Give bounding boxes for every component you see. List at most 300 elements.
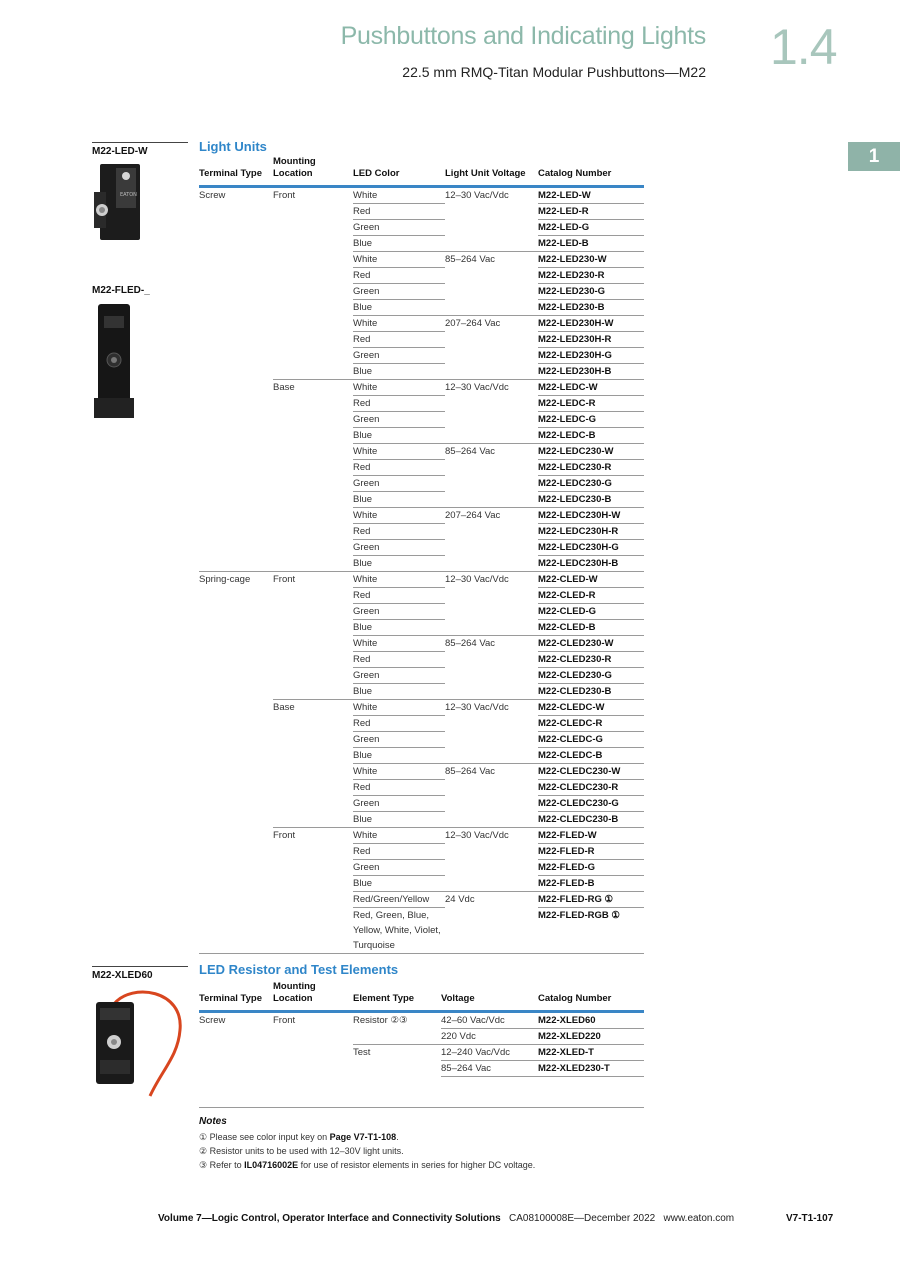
catalog-number-cell: M22-XLED-T: [538, 1045, 644, 1061]
table-row: [199, 844, 644, 860]
voltage-cell: 85–264 Vac: [445, 764, 538, 780]
catalog-number-cell: M22-LEDC-R: [538, 396, 644, 412]
table-row: [199, 764, 644, 780]
led-color-cell: Blue: [353, 492, 445, 508]
note-3-suffix: for use of resistor elements in series for higher DC voltage.: [298, 1160, 536, 1170]
terminal-cell: [199, 364, 273, 380]
voltage-cell: [445, 460, 538, 476]
table-row: [199, 700, 644, 716]
table-row: [199, 812, 644, 828]
footer-page-number: V7-T1-107: [786, 1213, 834, 1224]
table-row: [199, 332, 644, 348]
footer-doc-number: CA08100008E—December 2022: [508, 1213, 656, 1224]
resistor-heading: LED Resistor and Test Elements: [199, 962, 399, 977]
terminal-cell: [199, 636, 273, 652]
terminal-cell: [199, 828, 273, 844]
mounting-cell: [273, 332, 353, 348]
table-row: [199, 412, 644, 428]
mounting-cell: [273, 284, 353, 300]
terminal-cell: [199, 316, 273, 332]
table-row: [199, 492, 644, 508]
terminal-cell: [199, 476, 273, 492]
terminal-cell: [199, 556, 273, 572]
led-color-cell: Green: [353, 732, 445, 748]
mounting-cell: [273, 236, 353, 252]
terminal-cell: [199, 300, 273, 316]
led-color-cell: Red, Green, Blue, Yellow, White, Violet, Turquoise: [353, 908, 445, 954]
voltage-cell: [445, 284, 538, 300]
mounting-cell: [273, 508, 353, 524]
mounting-cell: Front: [273, 828, 353, 844]
table-row: [199, 396, 644, 412]
terminal-cell: [199, 892, 273, 908]
catalog-number-cell: M22-CLEDC230-B: [538, 812, 644, 828]
voltage-cell: [445, 556, 538, 572]
svg-text:EATON: EATON: [120, 192, 137, 198]
table-row: [199, 908, 644, 954]
element-type-cell: Test: [353, 1045, 441, 1061]
voltage-cell: [445, 524, 538, 540]
catalog-number-cell: M22-CLED230-G: [538, 668, 644, 684]
footer-info: [158, 1213, 734, 1224]
table-row: [199, 1029, 644, 1045]
led-color-cell: Green: [353, 284, 445, 300]
catalog-number-cell: M22-FLED-W: [538, 828, 644, 844]
table-row: [199, 780, 644, 796]
catalog-number-cell: M22-LED230H-W: [538, 316, 644, 332]
terminal-cell: [199, 588, 273, 604]
mounting-cell: [273, 684, 353, 700]
mounting-cell: [273, 844, 353, 860]
catalog-number-cell: M22-LEDC230-B: [538, 492, 644, 508]
mounting-cell: [273, 252, 353, 268]
mounting-cell: [273, 812, 353, 828]
catalog-number-cell: M22-LED230H-B: [538, 364, 644, 380]
light-units-heading: Light Units: [199, 139, 267, 154]
voltage-cell: [445, 732, 538, 748]
catalog-number-cell: M22-CLEDC-B: [538, 748, 644, 764]
catalog-number-cell: M22-LEDC230-W: [538, 444, 644, 460]
catalog-number-cell: M22-LED-G: [538, 220, 644, 236]
mounting-cell: [273, 780, 353, 796]
mounting-cell: [273, 796, 353, 812]
terminal-cell: [199, 332, 273, 348]
table-row: [199, 540, 644, 556]
catalog-number-cell: M22-LED230-B: [538, 300, 644, 316]
table-row: [199, 620, 644, 636]
mounting-cell: [273, 556, 353, 572]
catalog-number-cell: M22-LED230-R: [538, 268, 644, 284]
led-color-cell: Green: [353, 220, 445, 236]
footer-volume: Volume 7—Logic Control, Operator Interface and Connectivity Solutions: [158, 1213, 501, 1224]
led-color-cell: Green: [353, 604, 445, 620]
terminal-cell: [199, 844, 273, 860]
terminal-cell: [199, 492, 273, 508]
voltage-cell: [445, 204, 538, 220]
col-terminal-type: Terminal Type: [199, 156, 273, 187]
table-row: [199, 460, 644, 476]
terminal-cell: [199, 1045, 273, 1061]
catalog-number-cell: M22-CLEDC230-R: [538, 780, 644, 796]
table-row: [199, 604, 644, 620]
led-color-cell: Red: [353, 716, 445, 732]
led-color-cell: Blue: [353, 812, 445, 828]
terminal-cell: [199, 412, 273, 428]
table-row: [199, 348, 644, 364]
voltage-cell: [445, 652, 538, 668]
terminal-cell: [199, 1029, 273, 1045]
catalog-number-cell: M22-CLED-G: [538, 604, 644, 620]
terminal-cell: [199, 524, 273, 540]
col-catalog-number: Catalog Number: [538, 981, 644, 1012]
mounting-cell: Front: [273, 1015, 296, 1026]
catalog-number-cell: M22-LED-B: [538, 236, 644, 252]
note-1-text: ① Please see color input key on: [199, 1132, 330, 1142]
catalog-number-cell: M22-LED-W: [538, 190, 591, 201]
mounting-cell: [273, 412, 353, 428]
terminal-cell: [199, 620, 273, 636]
led-color-cell: Blue: [353, 684, 445, 700]
voltage-cell: [445, 268, 538, 284]
table-row: [199, 572, 644, 588]
catalog-number-cell: M22-LEDC-W: [538, 380, 644, 396]
table-row: [199, 316, 644, 332]
table-row: [199, 684, 644, 700]
led-color-cell: Red: [353, 460, 445, 476]
voltage-cell: 42–60 Vac/Vdc: [441, 1015, 505, 1026]
table-row: [199, 187, 644, 204]
voltage-cell: [445, 220, 538, 236]
table-row: [199, 716, 644, 732]
voltage-cell: 12–30 Vac/Vdc: [445, 828, 538, 844]
voltage-cell: 12–240 Vac/Vdc: [441, 1045, 538, 1061]
notes-title: Notes: [199, 1116, 227, 1127]
catalog-number-cell: M22-FLED-RGB ①: [538, 908, 644, 954]
catalog-number-cell: M22-CLEDC-W: [538, 700, 644, 716]
led-color-cell: Red: [353, 844, 445, 860]
section-number: 1.4: [770, 19, 837, 75]
led-color-cell: Green: [353, 796, 445, 812]
table-row: [199, 284, 644, 300]
led-color-cell: Red: [353, 204, 445, 220]
led-color-cell: Red: [353, 332, 445, 348]
table-row: [199, 892, 644, 908]
footer-website[interactable]: www.eaton.com: [663, 1213, 735, 1224]
led-color-cell: Green: [353, 412, 445, 428]
terminal-cell: [199, 668, 273, 684]
voltage-cell: [445, 604, 538, 620]
terminal-cell: [199, 396, 273, 412]
terminal-cell: [199, 444, 273, 460]
mounting-cell: [273, 620, 353, 636]
terminal-cell: [199, 860, 273, 876]
mounting-cell: [273, 220, 353, 236]
terminal-cell: [199, 716, 273, 732]
terminal-cell: [199, 252, 273, 268]
voltage-cell: [445, 588, 538, 604]
led-color-cell: White: [353, 508, 445, 524]
voltage-cell: [445, 876, 538, 892]
table-row: [199, 1061, 644, 1077]
mounting-cell: [273, 268, 353, 284]
led-color-cell: White: [353, 700, 445, 716]
table-row: [199, 860, 644, 876]
catalog-number-cell: M22-FLED-RG ①: [538, 892, 644, 908]
voltage-cell: [445, 364, 538, 380]
mounting-cell: [273, 460, 353, 476]
led-color-cell: White: [353, 636, 445, 652]
element-type-cell: [353, 1029, 441, 1045]
terminal-cell: [199, 876, 273, 892]
terminal-cell: [199, 380, 273, 396]
note-1-suffix: .: [396, 1132, 399, 1142]
terminal-cell: Screw: [199, 1015, 226, 1026]
terminal-cell: [199, 220, 273, 236]
mounting-cell: [273, 668, 353, 684]
note-3-doc-ref[interactable]: IL04716002E: [244, 1160, 299, 1170]
terminal-cell: [199, 284, 273, 300]
table-row: [199, 428, 644, 444]
terminal-cell: [199, 812, 273, 828]
led-color-cell: Red: [353, 588, 445, 604]
voltage-cell: [445, 620, 538, 636]
col-mounting-location: Mounting Location: [273, 981, 353, 1012]
mounting-cell: [273, 652, 353, 668]
catalog-number-cell: M22-CLED-W: [538, 572, 644, 588]
catalog-number-cell: M22-CLED230-W: [538, 636, 644, 652]
table-row: [199, 1045, 644, 1061]
catalog-number-cell: M22-LED230H-R: [538, 332, 644, 348]
table-row: [199, 508, 644, 524]
led-color-cell: White: [353, 764, 445, 780]
voltage-cell: [445, 476, 538, 492]
product-label-led-w: M22-LED-W: [92, 142, 188, 157]
mounting-cell: [273, 588, 353, 604]
catalog-number-cell: M22-CLED-B: [538, 620, 644, 636]
led-unit-image: [94, 162, 146, 242]
terminal-cell: Spring-cage: [199, 572, 273, 588]
terminal-cell: [199, 604, 273, 620]
mounting-cell: [273, 908, 353, 954]
led-color-cell: Red: [353, 268, 445, 284]
terminal-cell: [199, 540, 273, 556]
catalog-number-cell: M22-LED230-W: [538, 252, 644, 268]
catalog-number-cell: M22-CLEDC230-G: [538, 796, 644, 812]
voltage-cell: [445, 796, 538, 812]
table-row: [199, 524, 644, 540]
table-row: [199, 268, 644, 284]
mounting-cell: Base: [273, 700, 353, 716]
led-color-cell: Red: [353, 652, 445, 668]
table-row: [199, 732, 644, 748]
voltage-cell: 85–264 Vac: [445, 252, 538, 268]
voltage-cell: [445, 908, 538, 954]
voltage-cell: [445, 396, 538, 412]
table-row: [199, 876, 644, 892]
led-color-cell: Red: [353, 524, 445, 540]
voltage-cell: [445, 428, 538, 444]
mounting-cell: [273, 444, 353, 460]
mounting-cell: [273, 1061, 353, 1077]
product-label-fled: M22-FLED-_: [92, 285, 150, 296]
voltage-cell: 207–264 Vac: [445, 508, 538, 524]
mounting-cell: Base: [273, 380, 353, 396]
led-color-cell: Red: [353, 780, 445, 796]
terminal-cell: [199, 348, 273, 364]
table-row: [199, 668, 644, 684]
led-color-cell: Blue: [353, 748, 445, 764]
table-row: [199, 380, 644, 396]
voltage-cell: [445, 668, 538, 684]
fled-unit-image: [94, 302, 134, 422]
mounting-cell: [273, 716, 353, 732]
voltage-cell: [445, 780, 538, 796]
note-1: [199, 1132, 399, 1143]
terminal-cell: Screw: [199, 190, 226, 201]
table-row: [199, 220, 644, 236]
terminal-cell: [199, 428, 273, 444]
led-color-cell: Green: [353, 348, 445, 364]
led-color-cell: Green: [353, 540, 445, 556]
voltage-cell: 12–30 Vac/Vdc: [445, 190, 509, 201]
terminal-cell: [199, 732, 273, 748]
led-color-cell: White: [353, 444, 445, 460]
table-row: [199, 652, 644, 668]
mounting-cell: [273, 1045, 353, 1061]
terminal-cell: [199, 796, 273, 812]
catalog-number-cell: M22-LEDC230H-G: [538, 540, 644, 556]
terminal-cell: [199, 908, 273, 954]
element-type-cell: Resistor ②③: [353, 1015, 408, 1026]
table-row: [199, 444, 644, 460]
mounting-cell: [273, 1029, 353, 1045]
mounting-cell: Front: [273, 190, 296, 201]
catalog-number-cell: M22-XLED60: [538, 1015, 596, 1026]
terminal-cell: [199, 684, 273, 700]
catalog-number-cell: M22-XLED230-T: [538, 1061, 644, 1077]
table-row: [199, 796, 644, 812]
mounting-cell: [273, 748, 353, 764]
voltage-cell: [445, 412, 538, 428]
table-row: [199, 252, 644, 268]
xled-unit-image: [92, 986, 188, 1102]
table-row: [199, 588, 644, 604]
voltage-cell: [445, 860, 538, 876]
section-tab[interactable]: 1: [848, 142, 900, 171]
terminal-cell: [199, 780, 273, 796]
catalog-number-cell: M22-LEDC230-G: [538, 476, 644, 492]
led-color-cell: White: [353, 316, 445, 332]
catalog-number-cell: M22-LEDC230H-R: [538, 524, 644, 540]
mounting-cell: [273, 524, 353, 540]
voltage-cell: [445, 748, 538, 764]
led-color-cell: White: [353, 380, 445, 396]
table-row: [199, 204, 644, 220]
catalog-number-cell: M22-FLED-G: [538, 860, 644, 876]
mounting-cell: [273, 204, 353, 220]
voltage-cell: 12–30 Vac/Vdc: [445, 700, 538, 716]
led-color-cell: White: [353, 252, 445, 268]
light-units-table: [199, 156, 644, 954]
note-3: [199, 1160, 535, 1171]
col-mounting-location: Mounting Location: [273, 156, 353, 187]
col-light-unit-voltage: Light Unit Voltage: [445, 156, 538, 187]
voltage-cell: 220 Vdc: [441, 1029, 538, 1045]
voltage-cell: [445, 684, 538, 700]
mounting-cell: [273, 732, 353, 748]
voltage-cell: 24 Vdc: [445, 892, 538, 908]
note-3-text: ③ Refer to: [199, 1160, 245, 1170]
led-color-cell: Red: [353, 396, 445, 412]
note-1-page-link[interactable]: Page V7-T1-108: [329, 1132, 397, 1142]
voltage-cell: 207–264 Vac: [445, 316, 538, 332]
col-element-type: Element Type: [353, 981, 441, 1012]
catalog-number-cell: M22-LEDC-B: [538, 428, 644, 444]
page-title: Pushbuttons and Indicating Lights: [340, 22, 706, 50]
catalog-number-cell: M22-CLEDC230-W: [538, 764, 644, 780]
table-row: [199, 828, 644, 844]
catalog-number-cell: M22-LED230H-G: [538, 348, 644, 364]
catalog-number-cell: M22-CLEDC-R: [538, 716, 644, 732]
catalog-number-cell: M22-LEDC230-R: [538, 460, 644, 476]
mounting-cell: [273, 348, 353, 364]
note-2: ② Resistor units to be used with 12–30V light units.: [199, 1146, 404, 1156]
mounting-cell: [273, 396, 353, 412]
mounting-cell: [273, 300, 353, 316]
mounting-cell: [273, 428, 353, 444]
terminal-cell: [199, 652, 273, 668]
led-color-cell: White: [353, 572, 445, 588]
mounting-cell: [273, 540, 353, 556]
mounting-cell: [273, 492, 353, 508]
mounting-cell: [273, 604, 353, 620]
voltage-cell: [445, 236, 538, 252]
led-color-cell: Red/Green/Yellow: [353, 892, 445, 908]
led-color-cell: Blue: [353, 236, 445, 252]
led-color-cell: Blue: [353, 620, 445, 636]
voltage-cell: [445, 812, 538, 828]
terminal-cell: [199, 1061, 273, 1077]
mounting-cell: Front: [273, 572, 353, 588]
catalog-number-cell: M22-LEDC230H-W: [538, 508, 644, 524]
led-color-cell: Green: [353, 668, 445, 684]
mounting-cell: [273, 316, 353, 332]
col-catalog-number: Catalog Number: [538, 156, 644, 187]
terminal-cell: [199, 508, 273, 524]
voltage-cell: 12–30 Vac/Vdc: [445, 380, 538, 396]
table-row: [199, 236, 644, 252]
terminal-cell: [199, 268, 273, 284]
terminal-cell: [199, 460, 273, 476]
notes-divider: [199, 1107, 644, 1108]
table-row: [199, 556, 644, 572]
led-color-cell: White: [353, 828, 445, 844]
table-row: [199, 300, 644, 316]
voltage-cell: 85–264 Vac: [445, 444, 538, 460]
led-color-cell: Blue: [353, 556, 445, 572]
catalog-number-cell: M22-CLED230-R: [538, 652, 644, 668]
terminal-cell: [199, 748, 273, 764]
mounting-cell: [273, 860, 353, 876]
mounting-cell: [273, 892, 353, 908]
catalog-number-cell: M22-FLED-B: [538, 876, 644, 892]
catalog-number-cell: M22-LEDC-G: [538, 412, 644, 428]
product-label-xled: M22-XLED60: [92, 966, 188, 981]
col-voltage: Voltage: [441, 981, 538, 1012]
terminal-cell: [199, 204, 273, 220]
mounting-cell: [273, 764, 353, 780]
led-color-cell: Green: [353, 476, 445, 492]
